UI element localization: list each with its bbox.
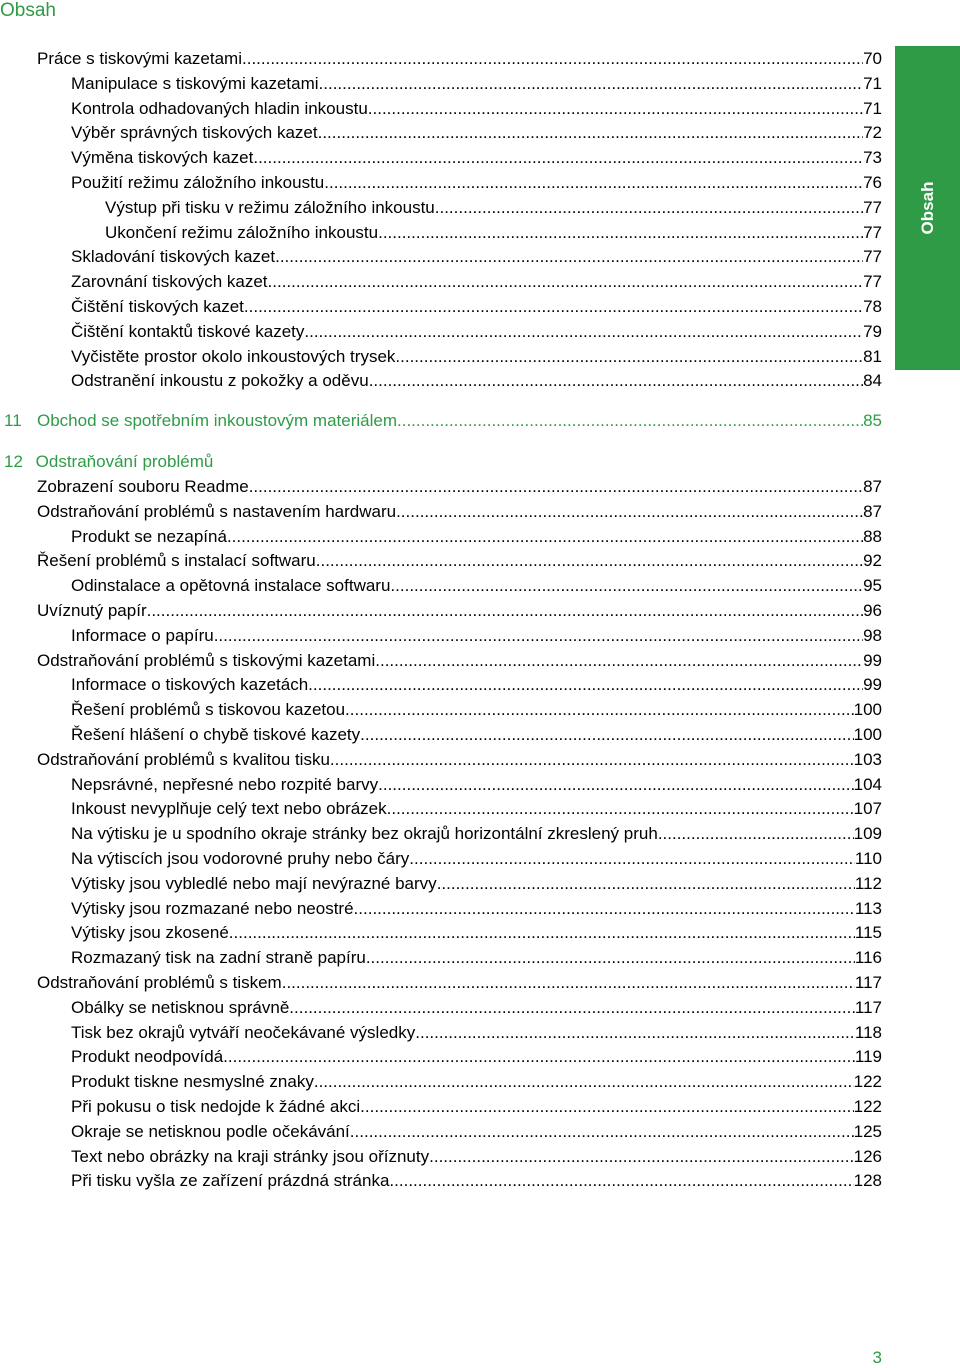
leader-dots [409, 848, 855, 870]
toc-entry-title: Odstraňování problémů s tiskem [37, 973, 282, 992]
toc-entry-title: Vyčistěte prostor okolo inkoustových trysek [71, 346, 396, 366]
toc-entry-title: Výměna tiskových kazet [71, 148, 254, 168]
toc-entry-page: 98 [863, 625, 882, 645]
toc-entry-title: Řešení hlášení o chybě tiskové kazety [71, 725, 361, 744]
toc-entry[interactable] [37, 749, 882, 771]
leader-dots [435, 197, 863, 219]
toc-entry-title: Výstup při tisku v režimu záložního inkoustu [105, 197, 435, 217]
toc-entry[interactable] [71, 724, 882, 746]
leader-dots [319, 73, 864, 95]
toc-entry[interactable] [71, 798, 882, 820]
leader-dots [397, 410, 863, 432]
leader-dots [227, 526, 863, 548]
toc-entry-page: 112 [854, 873, 882, 893]
toc-entry-page: 117 [854, 997, 882, 1017]
toc-entry-title: Rozmazaný tisk na zadní straně papíru [71, 948, 366, 968]
toc-entry-title: Zarovnání tiskových kazet [71, 272, 268, 292]
toc-entry-title: Nepsrávné, nepřesné nebo rozpité barvy [71, 774, 379, 794]
leader-dots [345, 699, 854, 721]
leader-dots [429, 1146, 854, 1168]
toc-entry[interactable] [71, 575, 882, 597]
page-number: 3 [872, 1348, 882, 1367]
toc-entry[interactable] [37, 650, 882, 672]
leader-dots [369, 370, 863, 392]
toc-entry-title: Řešení problémů s tiskovou kazetou [71, 700, 346, 720]
leader-dots [354, 898, 855, 920]
toc-entry-page: 125 [853, 1121, 882, 1141]
toc-entry-title: Kontrola odhadovaných hladin inkoustu [71, 98, 368, 118]
toc-entry-title: Ukončení režimu záložního inkoustu [105, 222, 379, 242]
toc-entry[interactable] [71, 873, 882, 895]
leader-dots [304, 321, 863, 343]
toc-entry-page: 104 [853, 774, 882, 794]
toc-entry[interactable] [71, 997, 882, 1019]
toc-entry-title: Skladování tiskových kazet [71, 247, 276, 267]
leader-dots [396, 501, 863, 523]
leader-dots [395, 346, 863, 368]
toc-entry-title: Čištění kontaktů tiskové kazety [71, 321, 305, 341]
toc-entry-title: Zobrazení souboru Readme [37, 477, 249, 496]
toc-entry-page: 107 [853, 799, 882, 819]
leader-dots [147, 600, 863, 622]
toc-entry[interactable] [37, 48, 882, 70]
toc-entry-page: 109 [853, 824, 882, 844]
leader-dots [387, 798, 854, 820]
toc-entry[interactable] [37, 476, 882, 498]
leader-dots [244, 296, 863, 318]
leader-dots [229, 922, 855, 944]
toc-entry-page: 70 [863, 49, 882, 68]
toc-entry-title: Obálky se netisknou správně [71, 997, 290, 1017]
toc-entry-page: 118 [854, 1022, 882, 1042]
toc-entry[interactable] [71, 1121, 882, 1143]
toc-entry[interactable] [71, 321, 882, 343]
leader-dots [366, 947, 855, 969]
side-tab [895, 46, 960, 370]
toc-entry[interactable] [71, 625, 882, 647]
toc-entry[interactable] [71, 271, 882, 293]
toc-entry[interactable] [71, 922, 882, 944]
leader-dots [282, 972, 855, 994]
toc-entry-page: 88 [863, 526, 882, 546]
toc-entry[interactable] [37, 972, 882, 994]
leader-dots [316, 550, 863, 572]
chapter-page: 85 [863, 411, 882, 430]
toc-entry-page: 100 [853, 725, 882, 744]
toc-entry-title: Na výtiscích jsou vodorovné pruhy nebo čáry [71, 849, 410, 868]
toc-entry[interactable] [71, 823, 882, 845]
toc-entry-page: 79 [863, 321, 882, 341]
toc-entry-page: 122 [853, 1097, 882, 1116]
leader-dots [437, 873, 855, 895]
chapter-number: 12 [4, 452, 23, 471]
leader-dots [318, 122, 863, 144]
leader-dots [330, 749, 854, 771]
toc-entry-title: Práce s tiskovými kazetami [37, 49, 242, 68]
toc-chapter-11[interactable] [4, 410, 882, 432]
leader-dots [390, 575, 863, 597]
leader-dots [360, 1096, 853, 1118]
leader-dots [350, 1121, 854, 1143]
toc-entry-title: Na výtisku je u spodního okraje stránky bez okrajů horizontální zkreslený pruh [71, 824, 658, 844]
leader-dots [314, 1071, 854, 1093]
toc-entry[interactable] [71, 370, 882, 392]
toc-entry-page: 122 [853, 1072, 882, 1092]
leader-dots [378, 222, 863, 244]
toc-entry-title: Odstraňování problémů s kvalitou tisku [37, 749, 330, 769]
leader-dots [223, 1046, 855, 1068]
toc-entry[interactable] [105, 197, 882, 219]
toc-entry[interactable] [71, 674, 882, 696]
toc-entry-page: 87 [863, 477, 882, 496]
toc-entry[interactable] [71, 1170, 882, 1192]
toc-entry-title: Čištění tiskových kazet [71, 297, 244, 316]
toc-entry-page: 77 [863, 222, 882, 242]
toc-entry-title: Při pokusu o tisk nedojde k žádné akci [71, 1097, 361, 1116]
toc-entry-page: 71 [863, 98, 882, 118]
toc-entry-page: 77 [863, 272, 882, 292]
toc-entry-page: 92 [863, 551, 882, 571]
toc-entry-title: Odstraňování problémů s nastavením hardwaru [37, 501, 397, 521]
toc-entry[interactable] [37, 600, 882, 622]
leader-dots [658, 823, 854, 845]
toc-entry-page: 73 [863, 148, 882, 168]
toc-entry-title: Použití režimu záložního inkoustu [71, 173, 325, 192]
leader-dots [375, 650, 863, 672]
toc-entry-title: Tisk bez okrajů vytváří neočekávané výsledky [71, 1022, 416, 1042]
toc-entry-title: Okraje se netisknou podle očekávání [71, 1121, 350, 1141]
toc-entry[interactable] [71, 699, 882, 721]
toc-entry-page: 113 [854, 898, 882, 918]
chapter-number: 11 [4, 411, 22, 430]
leader-dots [368, 98, 863, 120]
toc-entry-page: 100 [853, 700, 882, 720]
chapter-title: Obchod se spotřebním inkoustovým materiálem [37, 411, 397, 430]
leader-dots [415, 1022, 855, 1044]
toc-entry-title: Odinstalace a opětovná instalace softwaru [71, 576, 391, 596]
toc-entry-page: 115 [854, 923, 882, 943]
leader-dots [378, 774, 853, 796]
toc-entry[interactable] [71, 1022, 882, 1044]
toc-entry-title: Informace o papíru [71, 625, 214, 645]
toc-entry-page: 78 [863, 297, 882, 316]
toc-entry-title: Odstraňování problémů s tiskovými kazetami [37, 650, 376, 670]
toc-entry[interactable] [71, 73, 882, 95]
toc-entry-title: Inkoust nevyplňuje celý text nebo obrázek [71, 799, 387, 819]
toc-entry[interactable] [71, 848, 882, 870]
toc-entry-page: 96 [863, 601, 882, 620]
toc-entry[interactable] [37, 501, 882, 523]
toc-entry-title: Výtisky jsou rozmazané nebo neostré [71, 898, 354, 918]
toc-entry-page: 103 [853, 749, 882, 769]
toc-entry-page: 72 [863, 123, 882, 143]
leader-dots [360, 724, 853, 746]
leader-dots [268, 271, 864, 293]
toc-entry-page: 77 [863, 247, 882, 267]
toc-entry-title: Informace o tiskových kazetách [71, 675, 309, 695]
toc-entry[interactable] [71, 147, 882, 169]
toc-entry[interactable] [71, 1146, 882, 1168]
toc-chapter-12 [4, 451, 213, 473]
toc-entry-title: Při tisku vyšla ze zařízení prázdná stránka [71, 1171, 390, 1191]
leader-dots [289, 997, 855, 1019]
toc-entry[interactable] [71, 526, 882, 548]
toc-entry[interactable] [37, 550, 882, 572]
toc-entry[interactable] [71, 947, 882, 969]
page-header-title: Obsah [0, 0, 56, 21]
toc-entry[interactable] [71, 1096, 882, 1118]
toc-entry[interactable] [71, 774, 882, 796]
toc-entry[interactable] [71, 346, 882, 368]
leader-dots [214, 625, 863, 647]
toc-entry-title: Uvíznutý papír [37, 601, 147, 620]
toc-entry-title: Řešení problémů s instalací softwaru [37, 551, 316, 571]
toc-entry-page: 87 [863, 501, 882, 521]
toc-entry-title: Výtisky jsou vybledlé nebo mají nevýrazné barvy [71, 873, 437, 893]
toc-entry-page: 95 [863, 576, 882, 596]
toc-entry-page: 119 [854, 1047, 882, 1067]
leader-dots [253, 147, 863, 169]
toc-entry-title: Výběr správných tiskových kazet [71, 123, 318, 143]
toc-entry-title: Produkt tiskne nesmyslné znaky [71, 1072, 314, 1092]
toc-entry-title: Odstranění inkoustu z pokožky a oděvu [71, 371, 369, 391]
toc-entry-page: 128 [853, 1171, 882, 1191]
toc-entry-title: Produkt neodpovídá [71, 1047, 224, 1067]
toc-entry[interactable] [71, 898, 882, 920]
toc-entry-page: 77 [863, 197, 882, 217]
toc-entry-page: 99 [863, 650, 882, 670]
toc-entry-page: 117 [854, 973, 882, 992]
toc-entry-page: 84 [863, 371, 882, 391]
toc-entry-title: Produkt se nezapíná [71, 526, 227, 546]
toc-entry-page: 76 [863, 173, 882, 192]
side-tab-label: Obsah [917, 181, 937, 235]
toc-entry-page: 110 [854, 849, 882, 868]
toc-entry-title: Text nebo obrázky na kraji stránky jsou oříznuty [71, 1146, 430, 1166]
leader-dots [242, 48, 863, 70]
toc-entry[interactable] [105, 222, 882, 244]
leader-dots [275, 246, 863, 268]
leader-dots [324, 172, 863, 194]
leader-dots [308, 674, 863, 696]
toc-entry-page: 116 [854, 948, 882, 968]
leader-dots [249, 476, 863, 498]
toc-entry[interactable] [71, 1046, 882, 1068]
toc-entry-page: 126 [853, 1146, 882, 1166]
toc-entry-page: 99 [863, 675, 882, 695]
toc-entry-title: Manipulace s tiskovými kazetami [71, 73, 319, 93]
toc-entry[interactable] [71, 98, 882, 120]
toc-entry[interactable] [71, 246, 882, 268]
toc-entry-page: 81 [863, 346, 882, 366]
chapter-title: Odstraňování problémů [35, 452, 214, 471]
toc-entry-title: Výtisky jsou zkosené [71, 923, 229, 943]
toc-entry[interactable] [71, 172, 882, 194]
leader-dots [389, 1170, 853, 1192]
toc-entry[interactable] [71, 122, 882, 144]
toc-entry[interactable] [71, 296, 882, 318]
toc-entry-page: 71 [863, 73, 882, 93]
toc-entry[interactable] [71, 1071, 882, 1093]
